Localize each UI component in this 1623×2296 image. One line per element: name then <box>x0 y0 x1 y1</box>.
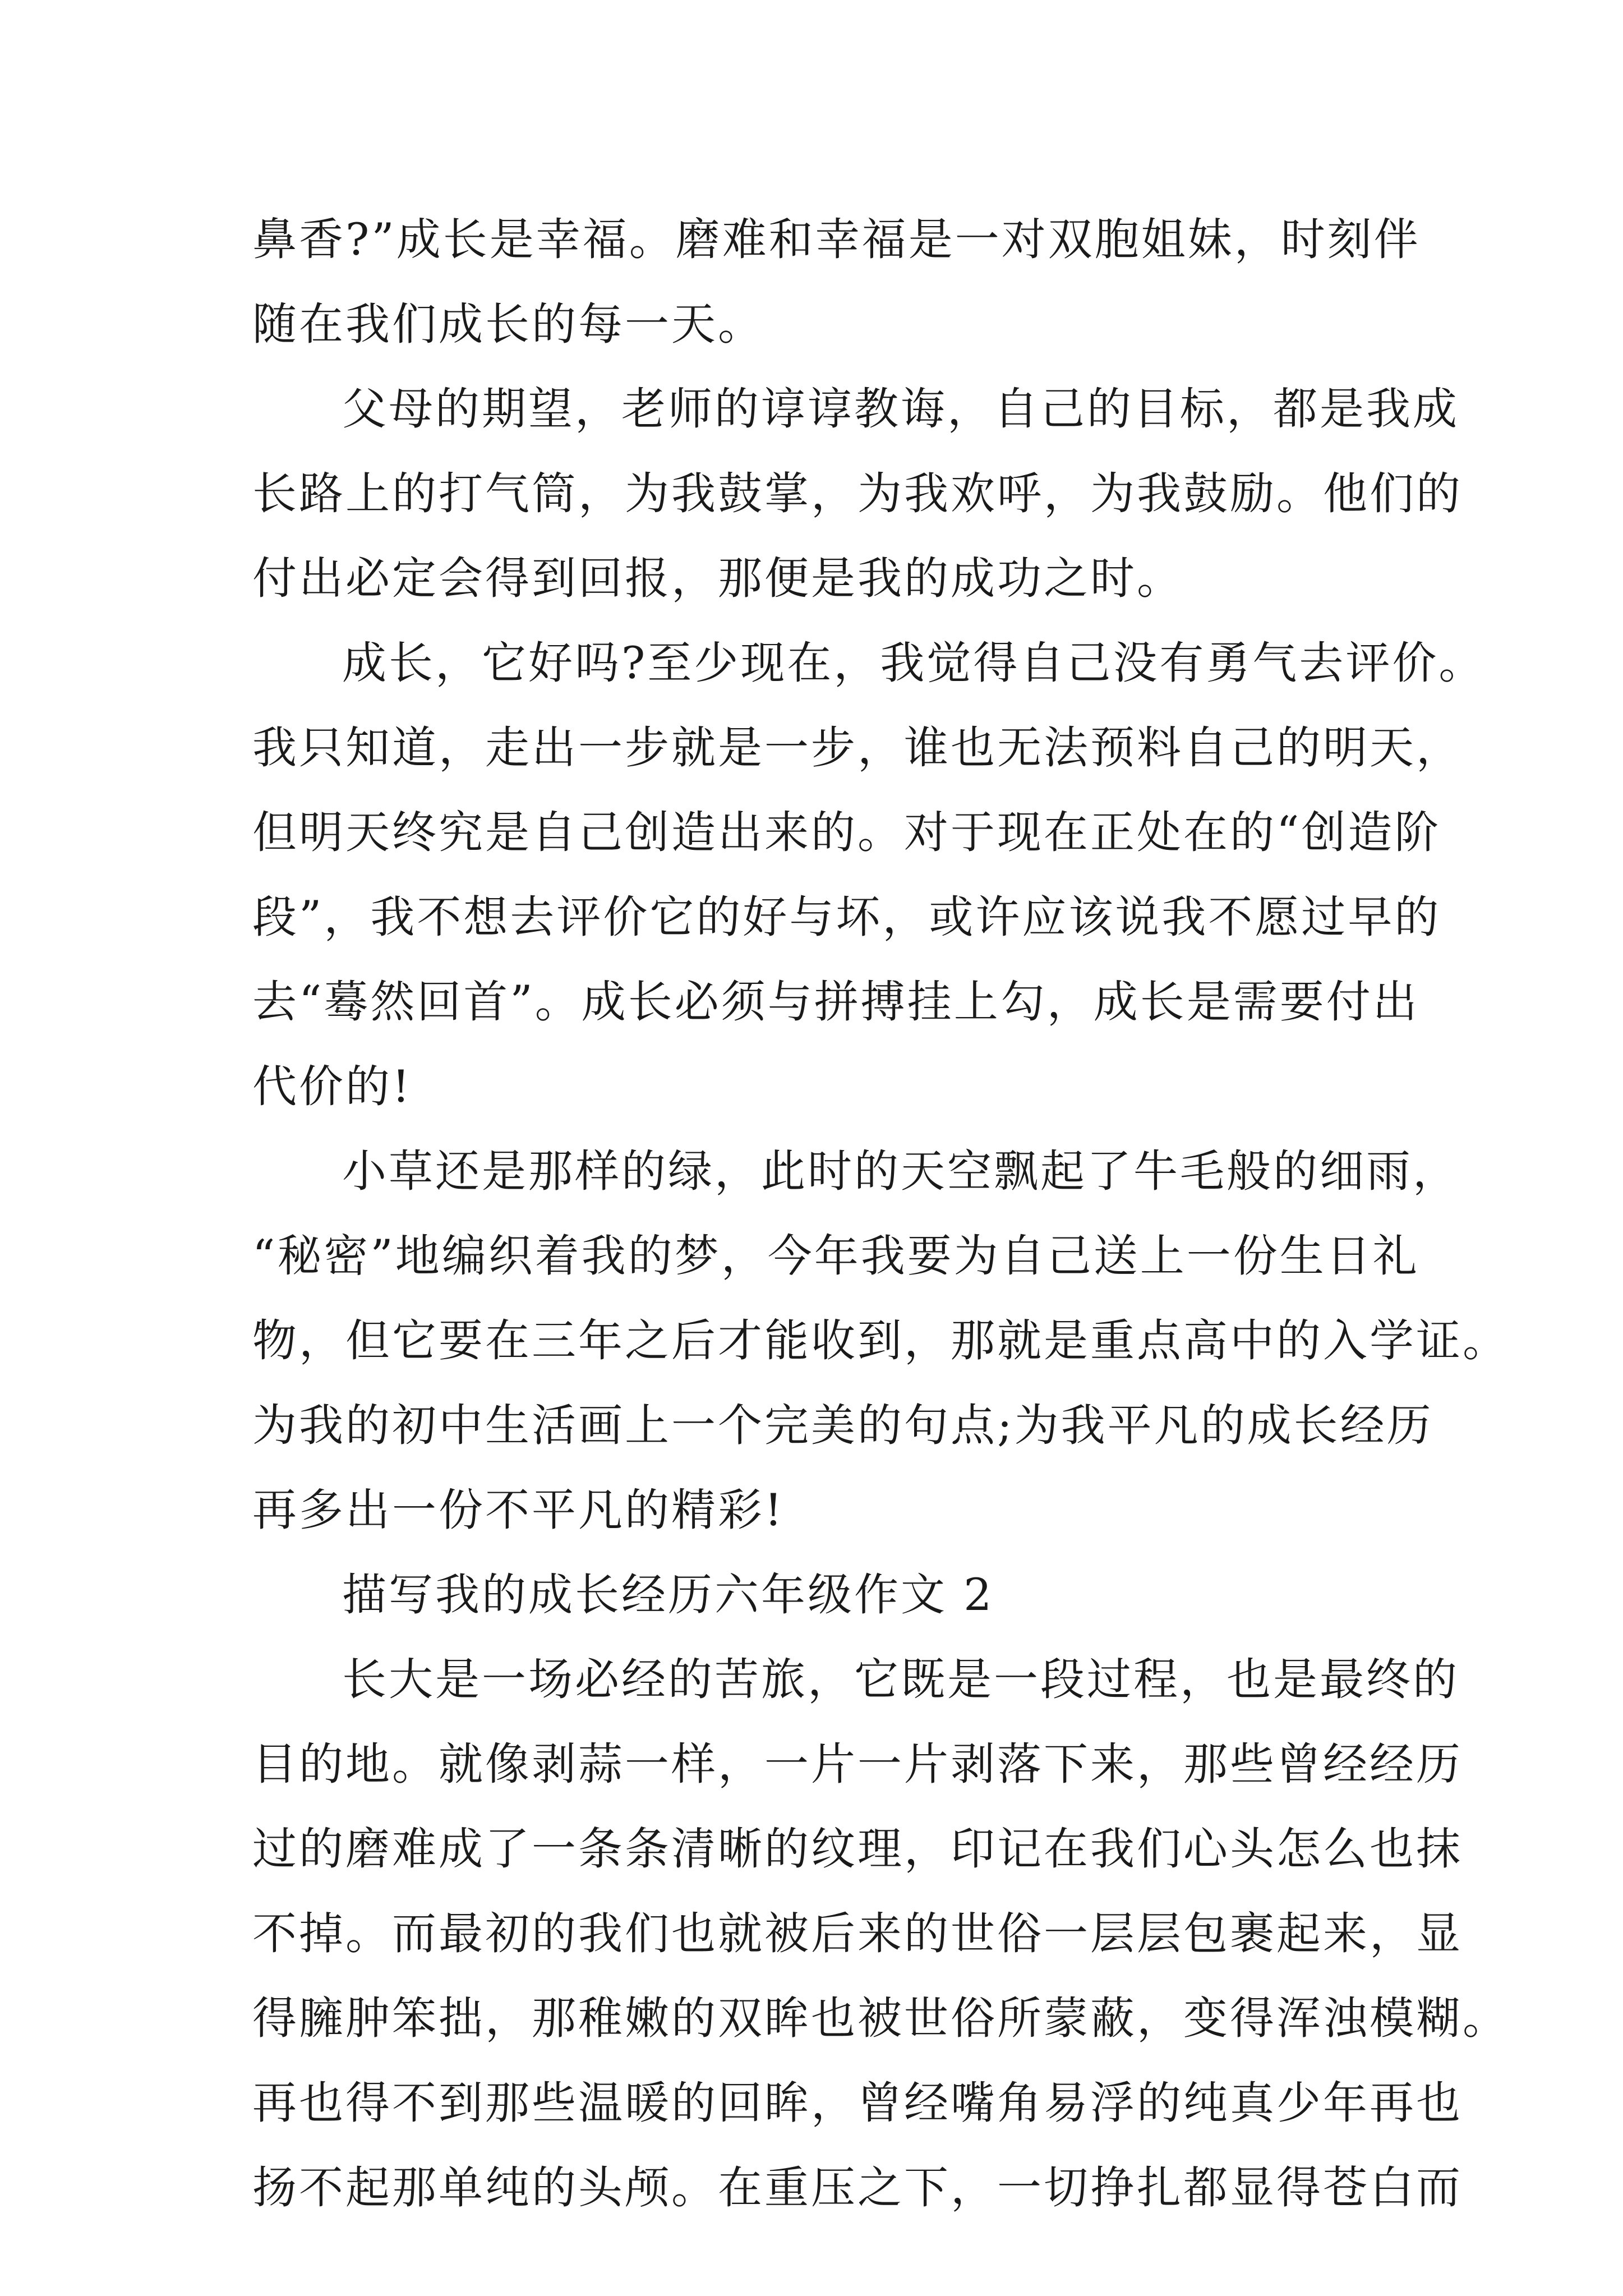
text-line: 鼻香?”成长是幸福。磨难和幸福是一对双胞姐妹，时刻伴 <box>252 214 1421 265</box>
document-body <box>252 197 1509 2230</box>
text-line: “秘密”地编织着我的梦，今年我要为自己送上一份生日礼 <box>252 1230 1419 1282</box>
text-line: 随在我们成长的每一天。 <box>252 298 764 350</box>
text-line: 长路上的打气筒，为我鼓掌，为我欢呼，为我鼓励。他们的 <box>252 468 1463 519</box>
text-line: 段”，我不想去评价它的好与坏，或许应该说我不愿过早的 <box>252 891 1441 943</box>
text-line: 但明天终究是自己创造出来的。对于现在正处在的“创造阶 <box>252 807 1441 858</box>
text-line: 父母的期望，老师的谆谆教诲，自己的目标，都是我成 <box>342 383 1459 435</box>
text-line: 目的地。就像剥蒜一样，一片一片剥落下来，那些曾经经历 <box>252 1738 1463 1790</box>
text-line: 代价的! <box>252 1061 412 1112</box>
text-line: 过的磨难成了一条条清晰的纹理，印记在我们心头怎么也抹 <box>252 1823 1463 1875</box>
text-line: 付出必定会得到回报，那便是我的成功之时。 <box>252 553 1183 604</box>
text-line: 小草还是那样的绿，此时的天空飘起了牛毛般的细雨， <box>342 1145 1459 1197</box>
text-line: 为我的初中生活画上一个完美的句点;为我平凡的成长经历 <box>252 1400 1433 1451</box>
text-line: 成长，它好吗?至少现在，我觉得自己没有勇气去评价。 <box>342 637 1486 689</box>
text-line: 我只知道，走出一步就是一步，谁也无法预料自己的明天， <box>252 722 1463 774</box>
text-line: 扬不起那单纯的头颅。在重压之下，一切挣扎都显得苍白而 <box>252 2162 1463 2214</box>
text-line: 得臃肿笨拙，那稚嫩的双眸也被世俗所蒙蔽，变得浑浊模糊。 <box>252 1993 1509 2044</box>
text-line: 物，但它要在三年之后才能收到，那就是重点高中的入学证。 <box>252 1315 1509 1366</box>
text-line: 去“蓦然回首”。成长必须与拼搏挂上勾，成长是需要付出 <box>252 976 1419 1028</box>
text-line: 再也得不到那些温暖的回眸，曾经嘴角易浮的纯真少年再也 <box>252 2077 1463 2129</box>
text-line: 再多出一份不平凡的精彩! <box>252 1484 785 1536</box>
text-line: 长大是一场必经的苦旅，它既是一段过程，也是最终的 <box>342 1654 1459 1705</box>
section-heading: 描写我的成长经历六年级作文 2 <box>342 1569 994 1621</box>
text-line: 不掉。而最初的我们也就被后来的世俗一层层包裹起来，显 <box>252 1908 1463 1959</box>
